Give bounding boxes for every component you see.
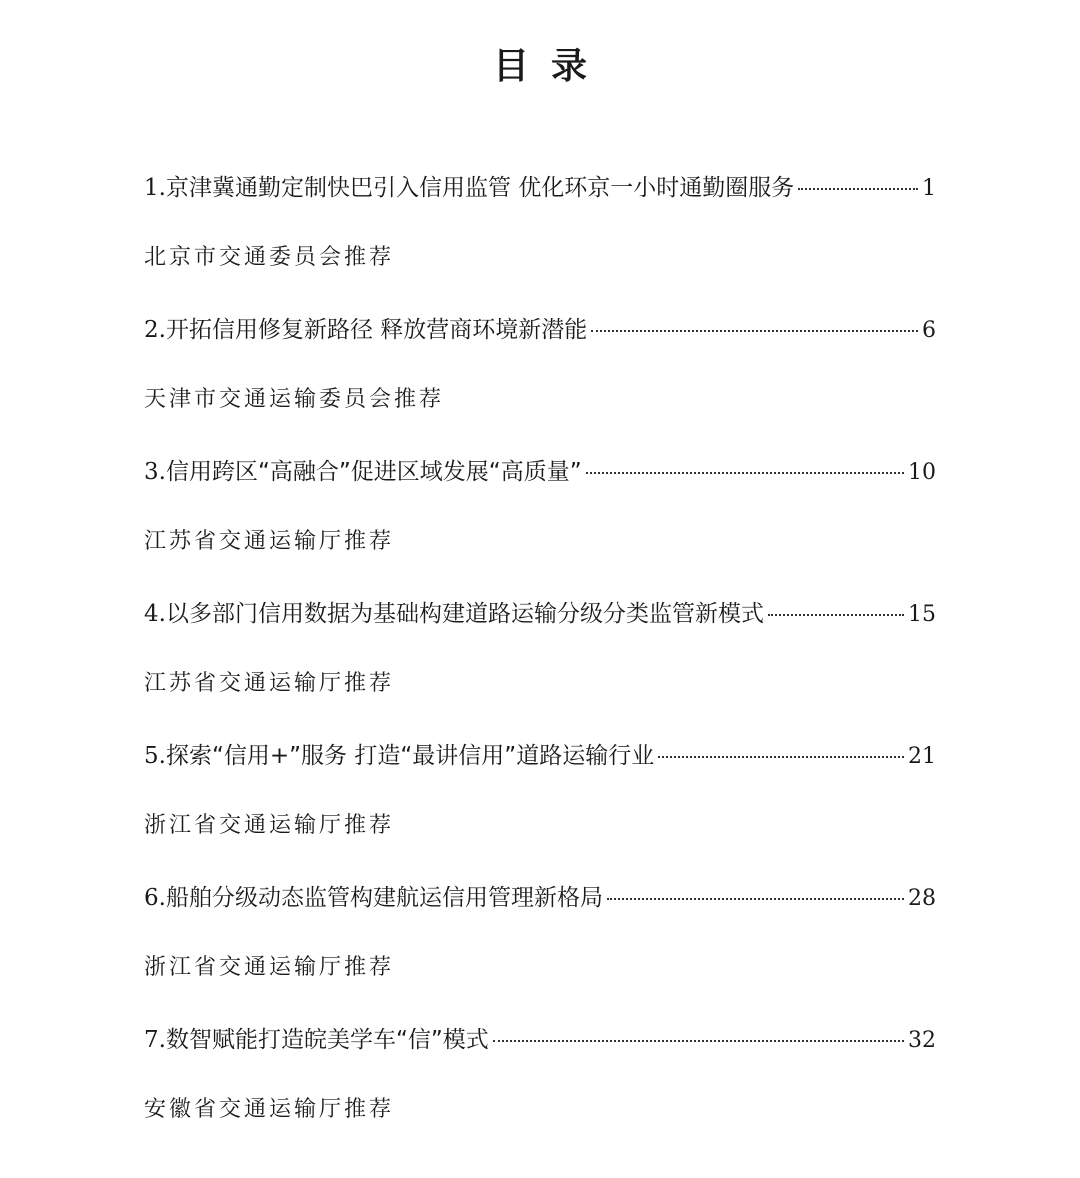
toc-leader-dots <box>658 756 904 758</box>
toc-entry-title: 开拓信用修复新路径 释放营商环境新潜能 <box>165 317 588 343</box>
toc-entry[interactable] <box>144 170 936 312</box>
toc-entry-number: 2. <box>144 317 166 343</box>
toc-entry-line[interactable] <box>144 596 936 632</box>
toc-leader-dots <box>493 1040 904 1042</box>
toc-entry-recommender: 北京市交通委员会推荐 <box>144 245 395 270</box>
toc-entry[interactable] <box>144 596 936 738</box>
toc-entry-line[interactable] <box>144 738 936 774</box>
toc-leader-dots <box>607 898 904 900</box>
toc-entry[interactable] <box>144 880 936 1022</box>
toc-entry-recommender: 安徽省交通运输厅推荐 <box>144 1097 395 1122</box>
toc-entry-recommender: 浙江省交通运输厅推荐 <box>144 813 395 838</box>
toc-entry-page: 1 <box>922 176 936 201</box>
toc-entry[interactable] <box>144 454 936 596</box>
toc-entry-line[interactable] <box>144 880 936 916</box>
toc-entry-number: 3. <box>144 459 166 485</box>
toc-entry-number: 7. <box>144 1027 166 1053</box>
toc-entry-title: 船舶分级动态监管构建航运信用管理新格局 <box>165 885 603 911</box>
toc-entry-title: 数智赋能打造皖美学车“信”模式 <box>165 1027 489 1053</box>
toc-entry-line[interactable] <box>144 454 936 490</box>
toc-leader-dots <box>768 614 904 616</box>
page-title: 目录 <box>492 45 609 87</box>
toc-entry-recommender: 浙江省交通运输厅推荐 <box>144 955 395 980</box>
toc-entry-number: 6. <box>144 885 166 911</box>
toc-entry-number: 4. <box>144 601 166 627</box>
toc-entry-line[interactable] <box>144 170 936 206</box>
toc-entry-line[interactable] <box>144 1022 936 1058</box>
toc-leader-dots <box>798 188 918 190</box>
toc-entry-line[interactable] <box>144 312 936 348</box>
toc-entry[interactable] <box>144 312 936 454</box>
toc-entry-title: 京津冀通勤定制快巴引入信用监管 优化环京一小时通勤圈服务 <box>165 175 795 201</box>
toc-entry-title: 信用跨区“高融合”促进区域发展“高质量” <box>165 459 582 485</box>
toc-entry-page: 15 <box>908 602 936 627</box>
toc-entry[interactable] <box>144 1022 936 1164</box>
toc-entry-recommender: 天津市交通运输委员会推荐 <box>144 387 445 412</box>
toc-entry-title: 探索“信用+”服务 打造“最讲信用”道路运输行业 <box>165 743 655 769</box>
toc-entry[interactable] <box>144 738 936 880</box>
toc-entry-page: 10 <box>908 460 936 485</box>
toc-entry-recommender: 江苏省交通运输厅推荐 <box>144 529 395 554</box>
toc-leader-dots <box>591 330 918 332</box>
toc-entry-recommender: 江苏省交通运输厅推荐 <box>144 671 395 696</box>
toc-entry-number: 1. <box>144 175 166 201</box>
toc-entry-title: 以多部门信用数据为基础构建道路运输分级分类监管新模式 <box>165 601 764 627</box>
toc-entry-page: 32 <box>908 1028 936 1053</box>
toc-entry-page: 28 <box>908 886 936 911</box>
toc-entry-page: 6 <box>922 318 936 343</box>
toc-entry-number: 5. <box>144 743 166 769</box>
toc-leader-dots <box>586 472 904 474</box>
toc-entry-page: 21 <box>908 744 936 769</box>
